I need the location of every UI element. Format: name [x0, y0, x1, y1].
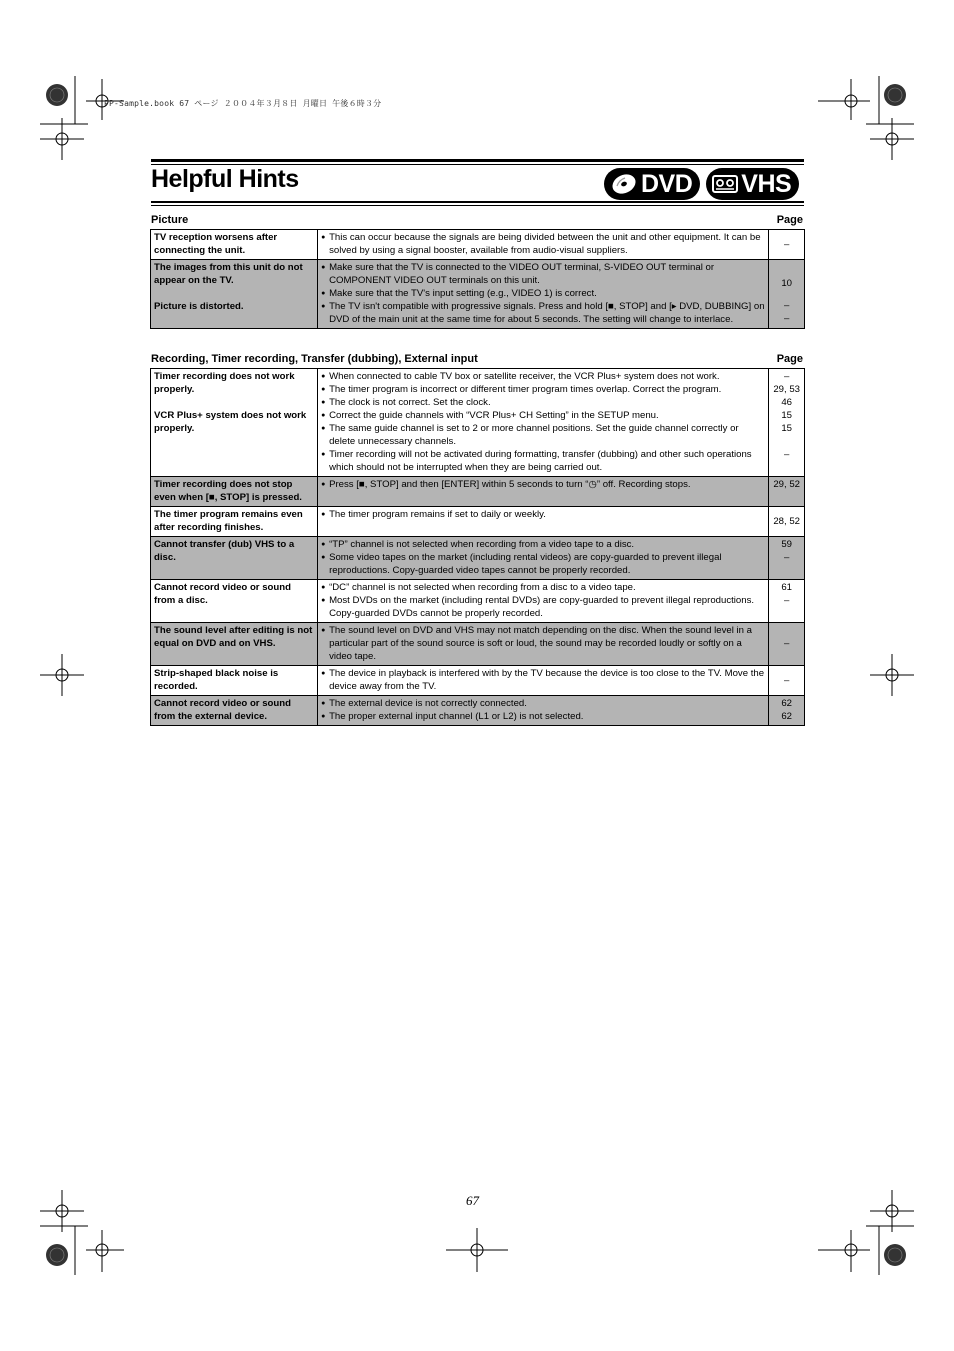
bullet-item: ● The timer program remains if set to daily or weekly.	[321, 508, 765, 521]
problem-text: The images from this unit do not appear on the TV.	[154, 262, 303, 286]
solution-cell	[318, 666, 769, 696]
table-row	[151, 260, 805, 329]
page-title: Helpful Hints	[151, 165, 299, 193]
problem-text: TV reception worsens after connecting the unit.	[154, 232, 278, 256]
solution-text: The timer program is incorrect or different timer program times overlap. Correct the program.	[329, 384, 722, 395]
solution-text: The proper external input channel (L1 or L2) is not selected.	[329, 711, 584, 722]
bullet-item: ● Timer recording will not be activated during formatting, transfer (dubbing) and other such operations which should not be interrupted when they are being carried out.	[321, 448, 765, 474]
page-cell	[769, 666, 805, 696]
problem-cell	[151, 369, 318, 477]
solution-text: Make sure that the TV is connected to the VIDEO OUT terminal, S-VIDEO OUT terminal or COMPONENT VIDEO OUT terminals on this unit.	[329, 262, 715, 286]
problem-cell	[151, 666, 318, 696]
solution-text: The external device is not correctly connected.	[329, 698, 527, 709]
table-row	[151, 696, 805, 726]
page-ref: 28, 52	[773, 515, 800, 527]
solution-text: This can occur because the signals are being divided between the unit and other equipment. It can be solved by using a signal booster, available from audio-visual suppliers.	[329, 232, 761, 256]
problem-text: The timer program remains even after recording finishes.	[154, 509, 303, 533]
title-rule-bottom	[151, 201, 804, 203]
bullet-item: ● The TV isn't compatible with progressive signals. Press and hold [■, STOP] and [▸ DVD, DUBBING] on DVD of the main unit at the same time for about 5 seconds. The setting will change to interlace.	[321, 301, 765, 325]
page-ref: 10	[781, 278, 792, 289]
problem-text: Strip-shaped black noise is recorded.	[154, 668, 279, 692]
solution-text: The sound level on DVD and VHS may not match depending on the disc. When the sound level in a particular part of the sound source is soft or loud, the sound may be recorded loudly or softly on a video tape.	[329, 625, 752, 662]
table-row	[151, 230, 805, 260]
solution-text: Some video tapes on the market (including rental videos) are copy-guarded to prevent illegal reproductions. Copy-guarded video tapes cannot be properly recorded.	[329, 552, 722, 576]
section-title: Recording, Timer recording, Transfer (dubbing), External input	[151, 353, 478, 365]
print-header: PP-Sample.book 67 ページ ２００４年３月８日 月曜日 午後６時３分	[104, 99, 382, 108]
solution-text: The timer program remains if set to daily or weekly.	[329, 509, 546, 520]
title-rule-thick	[151, 159, 804, 162]
page-cell	[769, 696, 805, 726]
bullet-item: ● This can occur because the signals are being divided between the unit and other equipment. It can be solved by using a signal booster, available from audio-visual suppliers.	[321, 231, 765, 257]
page-ref: –	[783, 674, 790, 686]
page-column-label: Page	[776, 214, 803, 226]
dvd-badge	[604, 168, 700, 200]
page-cell	[769, 369, 805, 477]
page-column-label: Page	[776, 353, 803, 365]
section-heading-recording	[151, 353, 803, 365]
solution-cell	[318, 260, 769, 329]
solution-text: When connected to cable TV box or satellite receiver, the VCR Plus+ system does not work.	[329, 371, 720, 382]
format-badges	[604, 168, 799, 200]
solution-text: “TP” channel is not selected when recording from a video tape to a disc.	[329, 539, 635, 550]
problem-cell	[151, 230, 318, 260]
page-cell	[769, 260, 805, 329]
table-row	[151, 537, 805, 580]
page-cell	[769, 580, 805, 623]
page-ref: 59	[781, 539, 792, 550]
page-ref: 61	[781, 582, 792, 593]
solution-cell	[318, 507, 769, 537]
page-ref: 62	[781, 711, 792, 722]
bullet-item: ● The device in playback is interfered with by the TV because the device is too close to the TV. Move the device away from the TV.	[321, 668, 765, 692]
problem-text: Timer recording does not work properly.	[154, 371, 295, 395]
problem-cell	[151, 623, 318, 666]
bullet-item: ● “DC” channel is not selected when recording from a disc to a video tape.	[321, 581, 765, 594]
solution-text: Press [■, STOP] and then [ENTER] within 5 seconds to turn “◷” off. Recording stops.	[329, 479, 691, 490]
page-cell	[769, 230, 805, 260]
title-rule-bottom-thin	[151, 205, 804, 206]
section-heading-picture	[151, 214, 803, 226]
page-ref: –	[783, 313, 790, 324]
bullet-item: ● “TP” channel is not selected when recording from a video tape to a disc.	[321, 538, 765, 551]
page-ref: –	[783, 638, 790, 649]
solution-text: Timer recording will not be activated during formatting, transfer (dubbing) and other such operations which should not be interrupted when they are being carried out.	[329, 449, 752, 473]
page-ref: 46	[781, 397, 792, 408]
page-ref: –	[783, 300, 790, 311]
bullet-item: ● The same guide channel is set to 2 or more channel positions. Set the guide channel correctly or delete unnecessary channels.	[321, 422, 765, 448]
table-row	[151, 369, 805, 477]
solution-cell	[318, 696, 769, 726]
problem-text: Picture is distorted.	[154, 301, 244, 312]
page-ref: 29, 53	[773, 384, 800, 395]
problem-cell	[151, 477, 318, 507]
problem-cell	[151, 696, 318, 726]
bullet-item: ● Make sure that the TV's input setting (e.g., VIDEO 1) is correct.	[321, 287, 765, 300]
problem-text: VCR Plus+ system does not work properly.	[154, 410, 307, 434]
cassette-icon	[712, 175, 738, 193]
vhs-badge-label: VHS	[741, 169, 792, 198]
page-ref: –	[783, 238, 790, 250]
bullet-item: ● The clock is not correct. Set the clock.	[321, 396, 765, 409]
page-cell	[769, 477, 805, 507]
solution-cell	[318, 623, 769, 666]
solution-text: Correct the guide channels with “VCR Plus+ CH Setting” in the SETUP menu.	[329, 410, 659, 421]
problem-text: The sound level after editing is not equal on DVD and on VHS.	[154, 625, 313, 649]
solution-cell	[318, 580, 769, 623]
page-ref: 62	[781, 698, 792, 709]
bullet-item: ● Press [■, STOP] and then [ENTER] within 5 seconds to turn “◷” off. Recording stops.	[321, 478, 765, 491]
page-ref: 15	[781, 410, 792, 421]
bullet-item: ● The external device is not correctly connected.	[321, 697, 765, 710]
picture-table	[150, 229, 805, 329]
solution-text: The clock is not correct. Set the clock.	[329, 397, 491, 408]
problem-text: Timer recording does not stop even when [■, STOP] is pressed.	[154, 479, 302, 503]
bullet-item: ● The timer program is incorrect or different timer program times overlap. Correct the program.	[321, 383, 765, 396]
solution-text: The TV isn't compatible with progressive signals. Press and hold [■, STOP] and [▸ DVD, DUBBING] on DVD of the main unit at the same time for about 5 seconds. The setting will change to interlace.	[329, 301, 765, 325]
page-ref: 15	[781, 423, 792, 434]
dvd-badge-label: DVD	[641, 169, 693, 198]
page-ref: –	[783, 449, 790, 460]
page-ref: –	[783, 552, 790, 563]
problem-cell	[151, 260, 318, 329]
solution-text: Make sure that the TV's input setting (e.g., VIDEO 1) is correct.	[329, 288, 597, 299]
problem-cell	[151, 537, 318, 580]
bullet-item: ● Correct the guide channels with “VCR Plus+ CH Setting” in the SETUP menu.	[321, 409, 765, 422]
solution-text: The device in playback is interfered with by the TV because the device is too close to the TV. Move the device away from the TV.	[329, 668, 765, 692]
bullet-item: ● The sound level on DVD and VHS may not match depending on the disc. When the sound level in a particular part of the sound source is soft or loud, the sound may be recorded loudly or softly on a video tape.	[321, 624, 765, 663]
bullet-item: ● Some video tapes on the market (including rental videos) are copy-guarded to prevent illegal reproductions. Copy-guarded video tapes cannot be properly recorded.	[321, 551, 765, 577]
problem-text: Cannot transfer (dub) VHS to a disc.	[154, 539, 295, 563]
bullet-item: ● Make sure that the TV is connected to the VIDEO OUT terminal, S-VIDEO OUT terminal or COMPONENT VIDEO OUT terminals on this unit.	[321, 261, 765, 287]
page-ref: –	[783, 595, 790, 606]
table-row	[151, 666, 805, 696]
recording-table	[150, 368, 805, 726]
problem-text: Cannot record video or sound from the external device.	[154, 698, 291, 722]
table-row	[151, 507, 805, 537]
page-cell	[769, 623, 805, 666]
problem-cell	[151, 507, 318, 537]
table-row	[151, 580, 805, 623]
solution-cell	[318, 477, 769, 507]
page-cell	[769, 507, 805, 537]
vhs-badge	[706, 168, 799, 200]
bullet-item: ● The proper external input channel (L1 or L2) is not selected.	[321, 710, 765, 723]
solution-text: “DC” channel is not selected when recording from a disc to a video tape.	[329, 582, 636, 593]
bullet-item: ● When connected to cable TV box or satellite receiver, the VCR Plus+ system does not work.	[321, 370, 765, 383]
solution-text: The same guide channel is set to 2 or more channel positions. Set the guide channel correctly or delete unnecessary channels.	[329, 423, 739, 447]
bullet-item: ● Most DVDs on the market (including rental DVDs) are copy-guarded to prevent illegal reproductions. Copy-guarded DVDs cannot be properly recorded.	[321, 594, 765, 620]
solution-cell	[318, 369, 769, 477]
page-ref: 29, 52	[773, 479, 800, 490]
solution-cell	[318, 230, 769, 260]
section-title: Picture	[151, 214, 189, 226]
problem-cell	[151, 580, 318, 623]
page-ref: –	[783, 371, 790, 382]
table-row	[151, 623, 805, 666]
solution-text: Most DVDs on the market (including rental DVDs) are copy-guarded to prevent illegal reproductions. Copy-guarded DVDs cannot be properly recorded.	[329, 595, 755, 619]
disc-icon	[610, 173, 638, 195]
table-row	[151, 477, 805, 507]
page-cell	[769, 537, 805, 580]
solution-cell	[318, 537, 769, 580]
problem-text: Cannot record video or sound from a disc.	[154, 582, 291, 606]
page-number: 67	[466, 1193, 479, 1208]
